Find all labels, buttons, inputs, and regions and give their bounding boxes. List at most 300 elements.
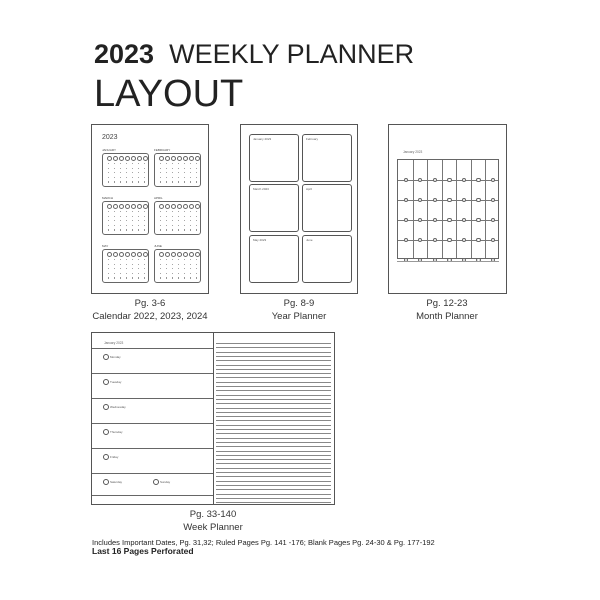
weekday-circle: [183, 156, 188, 161]
day-dot: [126, 259, 127, 260]
week-divider: [213, 333, 214, 504]
day-dot: [114, 216, 115, 217]
weekday-circle: [143, 204, 148, 209]
month-day-marker: [418, 238, 422, 242]
mini-month-grid: [154, 201, 201, 235]
day-dot: [144, 177, 145, 178]
day-dot: [138, 211, 139, 212]
day-dot: [172, 225, 173, 226]
page-title: [94, 38, 414, 70]
day-dot: [178, 264, 179, 265]
month-day-marker: [491, 178, 495, 182]
day-dot: [114, 268, 115, 269]
day-dot: [138, 177, 139, 178]
month-planner-preview: [388, 124, 507, 294]
month-grid-vline: [471, 160, 472, 258]
day-dot: [172, 172, 173, 173]
ruled-line: [216, 442, 331, 443]
week-row-line: [92, 495, 213, 496]
day-dot: [120, 211, 121, 212]
day-dot: [108, 225, 109, 226]
ruled-line: [216, 472, 331, 473]
ruled-line: [216, 433, 331, 434]
week-row-line: [92, 398, 213, 399]
day-dot: [172, 268, 173, 269]
week-row-line: [92, 473, 213, 474]
day-dot: [114, 229, 115, 230]
day-circle: [103, 404, 109, 410]
weekday-circle: [177, 252, 182, 257]
day-dot: [190, 177, 191, 178]
week-row-line: [92, 423, 213, 424]
weekday-circle: [177, 156, 182, 161]
day-dot: [196, 163, 197, 164]
month-day-marker: [491, 218, 495, 222]
day-label: Sunday: [160, 480, 171, 484]
ruled-line: [216, 390, 331, 391]
calendar-caption-name: Calendar 2022, 2023, 2024: [92, 311, 208, 322]
weekday-circle: [195, 156, 200, 161]
day-dot: [196, 268, 197, 269]
day-dot: [160, 163, 161, 164]
month-day-marker: [476, 218, 480, 222]
day-dot: [144, 259, 145, 260]
day-dot: [114, 264, 115, 265]
day-dot: [108, 273, 109, 274]
day-dot: [166, 268, 167, 269]
day-dot: [190, 229, 191, 230]
weekday-circle: [125, 204, 130, 209]
ruled-line: [216, 468, 331, 469]
day-dot: [114, 168, 115, 169]
day-dot: [166, 220, 167, 221]
day-dot: [166, 172, 167, 173]
day-dot: [184, 211, 185, 212]
day-dot: [120, 172, 121, 173]
year-caption-pages: Pg. 8-9: [283, 298, 315, 309]
day-dot: [138, 168, 139, 169]
year-month-box: [302, 134, 352, 182]
day-dot: [178, 220, 179, 221]
ruled-line: [216, 382, 331, 383]
day-dot: [108, 229, 109, 230]
month-grid-vline: [456, 160, 457, 258]
day-dot: [120, 163, 121, 164]
ruled-line: [216, 395, 331, 396]
ruled-line: [216, 494, 331, 495]
day-dot: [196, 211, 197, 212]
day-dot: [138, 259, 139, 260]
day-dot: [172, 229, 173, 230]
ruled-line: [216, 365, 331, 366]
day-dot: [166, 225, 167, 226]
day-dot: [184, 268, 185, 269]
ruled-line: [216, 369, 331, 370]
month-grid: [397, 159, 499, 259]
day-dot: [178, 277, 179, 278]
day-dot: [138, 225, 139, 226]
day-dot: [126, 181, 127, 182]
month-day-marker: [433, 238, 437, 242]
day-dot: [184, 181, 185, 182]
weekday-circle: [119, 156, 124, 161]
week-row-line: [92, 348, 213, 349]
day-dot: [178, 168, 179, 169]
week-heading: January 2023: [104, 341, 124, 345]
year-month-box: [249, 184, 299, 232]
weekday-circle: [195, 252, 200, 257]
calendar-month-label: JANUARY: [102, 148, 116, 152]
day-dot: [160, 273, 161, 274]
day-dot: [178, 181, 179, 182]
week-caption: [143, 508, 283, 534]
ruled-line: [216, 412, 331, 413]
day-dot: [160, 277, 161, 278]
weekday-circle: [107, 156, 112, 161]
weekday-circle: [143, 156, 148, 161]
year-month-label: March 2023: [253, 187, 269, 191]
day-dot: [196, 229, 197, 230]
day-dot: [166, 273, 167, 274]
day-dot: [190, 168, 191, 169]
day-dot: [114, 163, 115, 164]
day-dot: [144, 277, 145, 278]
ruled-line: [216, 429, 331, 430]
month-caption-name: Month Planner: [416, 311, 478, 322]
weekday-circle: [165, 204, 170, 209]
ruled-line: [216, 373, 331, 374]
day-label: Friday: [110, 455, 119, 459]
month-day-marker: [447, 218, 451, 222]
day-dot: [178, 225, 179, 226]
weekday-circle: [137, 252, 142, 257]
day-dot: [184, 259, 185, 260]
day-dot: [160, 181, 161, 182]
weekday-circle: [189, 156, 194, 161]
day-dot: [126, 273, 127, 274]
day-dot: [184, 216, 185, 217]
day-dot: [196, 177, 197, 178]
mini-month-grid: [102, 153, 149, 187]
month-day-marker: [447, 178, 451, 182]
day-dot: [132, 225, 133, 226]
day-dot: [178, 229, 179, 230]
weekday-circle: [159, 252, 164, 257]
day-dot: [138, 172, 139, 173]
month-day-marker: [404, 238, 408, 242]
day-dot: [190, 268, 191, 269]
day-dot: [160, 216, 161, 217]
month-day-marker: [433, 178, 437, 182]
calendar-caption: [80, 297, 220, 323]
weekday-circle: [131, 252, 136, 257]
ruled-line: [216, 502, 331, 503]
day-label: Saturday: [110, 480, 123, 484]
day-dot: [172, 168, 173, 169]
day-dot: [178, 211, 179, 212]
day-dot: [196, 277, 197, 278]
day-dot: [126, 225, 127, 226]
day-dot: [120, 168, 121, 169]
ruled-line: [216, 425, 331, 426]
day-dot: [126, 172, 127, 173]
day-dot: [184, 163, 185, 164]
ruled-line: [216, 408, 331, 409]
calendar-month-label: APRIL: [154, 196, 163, 200]
weekday-circle: [195, 204, 200, 209]
day-dot: [108, 264, 109, 265]
mini-month-grid: [154, 153, 201, 187]
day-dot: [160, 211, 161, 212]
month-grid-vline: [442, 160, 443, 258]
month-day-marker: [476, 178, 480, 182]
day-dot: [172, 264, 173, 265]
day-label: Monday: [110, 355, 121, 359]
day-dot: [144, 273, 145, 274]
day-dot: [190, 216, 191, 217]
ruled-line: [216, 485, 331, 486]
day-dot: [166, 177, 167, 178]
day-dot: [160, 225, 161, 226]
month-grid-vline: [413, 160, 414, 258]
day-dot: [126, 220, 127, 221]
day-dot: [108, 277, 109, 278]
calendar-month-label: MAY: [102, 244, 109, 248]
day-dot: [120, 268, 121, 269]
day-dot: [178, 177, 179, 178]
day-dot: [172, 277, 173, 278]
day-dot: [196, 225, 197, 226]
day-circle: [103, 454, 109, 460]
day-dot: [108, 268, 109, 269]
weekday-circle: [183, 204, 188, 209]
month-notes-line: [397, 261, 499, 262]
ruled-line: [216, 377, 331, 378]
day-dot: [166, 259, 167, 260]
day-dot: [172, 181, 173, 182]
day-dot: [184, 264, 185, 265]
day-dot: [144, 163, 145, 164]
day-dot: [190, 277, 191, 278]
week-caption-name: Week Planner: [183, 522, 243, 533]
day-label: Wednesday: [110, 405, 126, 409]
day-dot: [166, 277, 167, 278]
includes-note: Includes Important Dates, Pg. 31,32; Ruled Pages Pg. 141 -176; Blank Pages Pg. 24-30 & Pg. 177-192: [92, 538, 435, 547]
day-dot: [172, 211, 173, 212]
day-dot: [126, 163, 127, 164]
weekday-circle: [137, 204, 142, 209]
day-dot: [144, 225, 145, 226]
day-dot: [114, 277, 115, 278]
weekday-circle: [171, 156, 176, 161]
ruled-line: [216, 459, 331, 460]
day-dot: [178, 163, 179, 164]
day-dot: [184, 177, 185, 178]
day-dot: [196, 216, 197, 217]
day-dot: [144, 220, 145, 221]
year-month-box: [302, 235, 352, 283]
weekday-circle: [119, 252, 124, 257]
day-label: Thursday: [110, 430, 123, 434]
ruled-line: [216, 360, 331, 361]
day-dot: [196, 168, 197, 169]
day-circle: [103, 479, 109, 485]
weekday-circle: [113, 252, 118, 257]
day-dot: [138, 163, 139, 164]
ruled-line: [216, 498, 331, 499]
weekday-circle: [189, 252, 194, 257]
day-circle: [103, 354, 109, 360]
mini-month-grid: [102, 249, 149, 283]
day-dot: [172, 220, 173, 221]
month-day-marker: [447, 238, 451, 242]
calendar-caption-pages: Pg. 3-6: [134, 298, 166, 309]
month-day-marker: [418, 198, 422, 202]
ruled-line: [216, 446, 331, 447]
day-dot: [190, 264, 191, 265]
day-dot: [114, 220, 115, 221]
weekday-circle: [113, 204, 118, 209]
ruled-line: [216, 356, 331, 357]
day-dot: [184, 273, 185, 274]
day-dot: [114, 225, 115, 226]
weekday-circle: [177, 204, 182, 209]
day-dot: [132, 172, 133, 173]
month-day-marker: [404, 178, 408, 182]
day-dot: [138, 181, 139, 182]
day-dot: [184, 225, 185, 226]
ruled-line: [216, 451, 331, 452]
day-dot: [160, 172, 161, 173]
weekday-circle: [119, 204, 124, 209]
day-dot: [144, 211, 145, 212]
day-dot: [138, 220, 139, 221]
day-dot: [114, 273, 115, 274]
day-dot: [178, 273, 179, 274]
day-dot: [166, 211, 167, 212]
calendar-page-preview: [91, 124, 209, 294]
day-circle: [103, 379, 109, 385]
day-dot: [144, 181, 145, 182]
day-dot: [132, 220, 133, 221]
month-caption: [377, 297, 517, 323]
weekday-circle: [189, 204, 194, 209]
day-dot: [178, 259, 179, 260]
day-dot: [178, 268, 179, 269]
day-dot: [144, 229, 145, 230]
mini-month-grid: [102, 201, 149, 235]
day-dot: [144, 216, 145, 217]
day-dot: [132, 259, 133, 260]
day-dot: [114, 181, 115, 182]
day-dot: [120, 273, 121, 274]
ruled-line: [216, 481, 331, 482]
day-dot: [120, 225, 121, 226]
day-dot: [172, 259, 173, 260]
day-dot: [132, 163, 133, 164]
day-dot: [108, 211, 109, 212]
day-dot: [166, 264, 167, 265]
day-dot: [126, 216, 127, 217]
day-dot: [132, 277, 133, 278]
day-dot: [138, 268, 139, 269]
week-planner-preview: [91, 332, 335, 505]
year-caption-name: Year Planner: [271, 311, 327, 322]
day-dot: [184, 168, 185, 169]
day-dot: [166, 216, 167, 217]
ruled-line: [216, 347, 331, 348]
weekday-circle: [131, 204, 136, 209]
weekday-circle: [183, 252, 188, 257]
day-dot: [196, 220, 197, 221]
day-dot: [144, 268, 145, 269]
weekday-circle: [125, 156, 130, 161]
day-dot: [172, 216, 173, 217]
day-dot: [126, 264, 127, 265]
day-dot: [190, 181, 191, 182]
day-dot: [138, 264, 139, 265]
weekday-circle: [131, 156, 136, 161]
month-grid-vline: [485, 160, 486, 258]
month-day-marker: [433, 218, 437, 222]
day-dot: [132, 229, 133, 230]
month-day-marker: [476, 198, 480, 202]
year-month-box: [302, 184, 352, 232]
day-dot: [114, 177, 115, 178]
month-day-marker: [462, 238, 466, 242]
ruled-line: [216, 403, 331, 404]
day-dot: [184, 220, 185, 221]
day-dot: [172, 163, 173, 164]
day-dot: [184, 229, 185, 230]
month-day-marker: [491, 198, 495, 202]
year-month-label: February: [306, 137, 319, 141]
year-month-box: [249, 235, 299, 283]
day-dot: [172, 177, 173, 178]
day-dot: [132, 268, 133, 269]
ruled-line: [216, 463, 331, 464]
weekday-circle: [107, 204, 112, 209]
year-month-label: January 2023: [253, 137, 272, 141]
day-dot: [132, 177, 133, 178]
month-day-marker: [462, 178, 466, 182]
day-dot: [184, 172, 185, 173]
day-dot: [126, 229, 127, 230]
month-day-marker: [433, 198, 437, 202]
weekday-circle: [165, 156, 170, 161]
ruled-line: [216, 352, 331, 353]
month-day-marker: [476, 238, 480, 242]
day-dot: [138, 277, 139, 278]
day-dot: [160, 229, 161, 230]
month-day-marker: [418, 218, 422, 222]
year-caption: [229, 297, 369, 323]
day-dot: [132, 273, 133, 274]
ruled-line: [216, 420, 331, 421]
day-dot: [196, 259, 197, 260]
day-dot: [108, 181, 109, 182]
ruled-line: [216, 399, 331, 400]
day-dot: [120, 216, 121, 217]
week-row-line: [92, 448, 213, 449]
month-day-marker: [418, 178, 422, 182]
weekday-circle: [143, 252, 148, 257]
year-month-label: June: [306, 238, 313, 242]
day-dot: [166, 229, 167, 230]
day-dot: [172, 273, 173, 274]
day-dot: [120, 277, 121, 278]
day-dot: [108, 220, 109, 221]
